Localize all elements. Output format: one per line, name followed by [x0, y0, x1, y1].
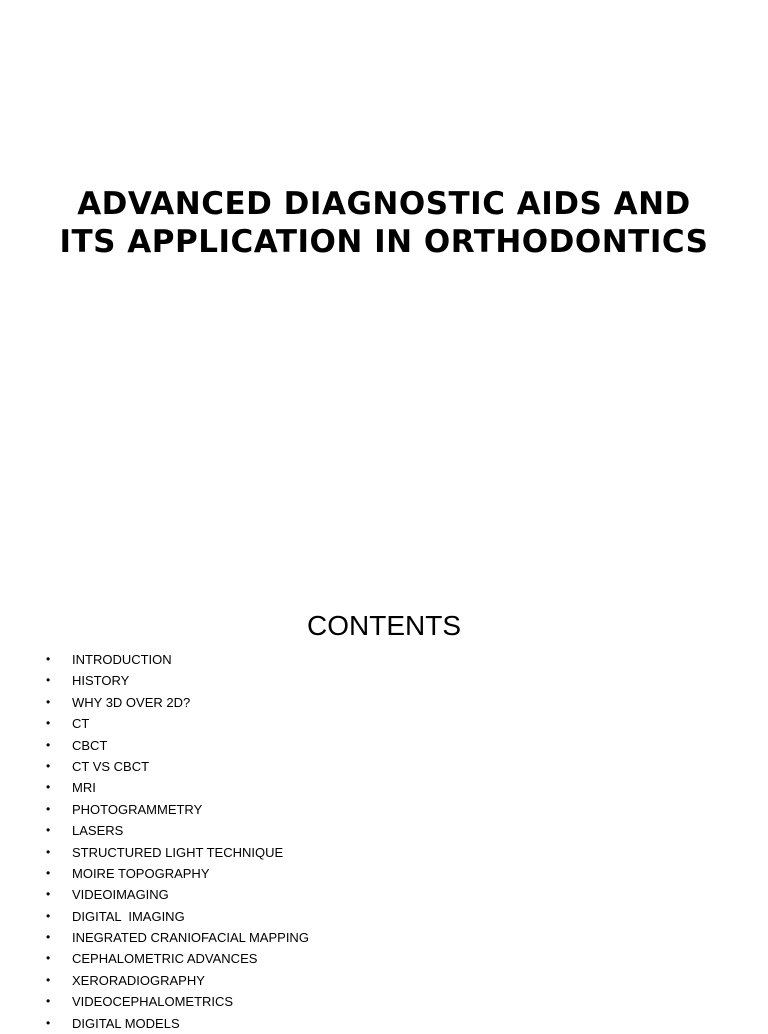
list-item [0, 863, 768, 884]
list-item-label: PHOTOGRAMMETRY [72, 801, 203, 817]
list-item [0, 799, 768, 820]
list-item-label: VIDEOIMAGING [72, 887, 169, 903]
slide-title-line-1: ADVANCED DIAGNOSTIC AIDS AND [77, 186, 691, 222]
list-item [0, 670, 768, 691]
list-item-label: CT VS CBCT [72, 758, 150, 774]
bullet-icon: • [46, 737, 51, 752]
list-item [0, 1013, 768, 1034]
list-item [0, 649, 768, 670]
list-item-label: INEGRATED CRANIOFACIAL MAPPING [72, 930, 309, 946]
bullet-icon: • [46, 972, 51, 987]
list-item-label: CT [72, 716, 90, 732]
bullet-icon: • [46, 673, 51, 688]
bullet-icon: • [46, 758, 51, 773]
bullet-icon: • [46, 865, 51, 880]
list-item-label: MOIRE TOPOGRAPHY [72, 865, 210, 881]
bullet-icon: • [46, 716, 51, 731]
contents-list [0, 649, 768, 1034]
list-item [0, 713, 768, 734]
list-item-label: VIDEOCEPHALOMETRICS [72, 994, 234, 1010]
bullet-icon: • [46, 930, 51, 945]
list-item [0, 820, 768, 841]
list-item-label: HISTORY [72, 673, 130, 689]
list-item [0, 756, 768, 777]
list-item [0, 842, 768, 863]
list-item [0, 735, 768, 756]
bullet-icon: • [46, 844, 51, 859]
contents-heading: CONTENTS [307, 610, 461, 641]
bullet-icon: • [46, 823, 51, 838]
list-item-label: LASERS [72, 823, 124, 839]
bullet-icon: • [46, 1015, 51, 1030]
list-item-label: WHY 3D OVER 2D? [72, 694, 191, 710]
slide-title-line-2: ITS APPLICATION IN ORTHODONTICS [59, 224, 709, 260]
list-item [0, 884, 768, 905]
bullet-icon: • [46, 694, 51, 709]
bullet-icon: • [46, 801, 51, 816]
bullet-icon: • [46, 951, 51, 966]
list-item-label: XERORADIOGRAPHY [72, 972, 205, 988]
bullet-icon: • [46, 887, 51, 902]
list-item [0, 927, 768, 948]
bullet-icon: • [46, 780, 51, 795]
list-item-label: CEPHALOMETRIC ADVANCES [72, 951, 258, 967]
list-item-label: CBCT [72, 737, 108, 753]
list-item-label: STRUCTURED LIGHT TECHNIQUE [72, 844, 284, 860]
list-item [0, 991, 768, 1012]
list-item [0, 777, 768, 798]
list-item [0, 906, 768, 927]
list-item-label: MRI [72, 780, 96, 796]
list-item-label: DIGITAL MODELS [72, 1015, 180, 1031]
bullet-icon: • [46, 652, 51, 666]
bullet-icon: • [46, 908, 51, 923]
slide-title [0, 185, 768, 261]
list-item-label: INTRODUCTION [72, 652, 172, 667]
list-item [0, 970, 768, 991]
list-item-label: DIGITAL IMAGING [72, 908, 185, 924]
bullet-icon: • [46, 994, 51, 1009]
list-item [0, 948, 768, 969]
list-item [0, 692, 768, 713]
